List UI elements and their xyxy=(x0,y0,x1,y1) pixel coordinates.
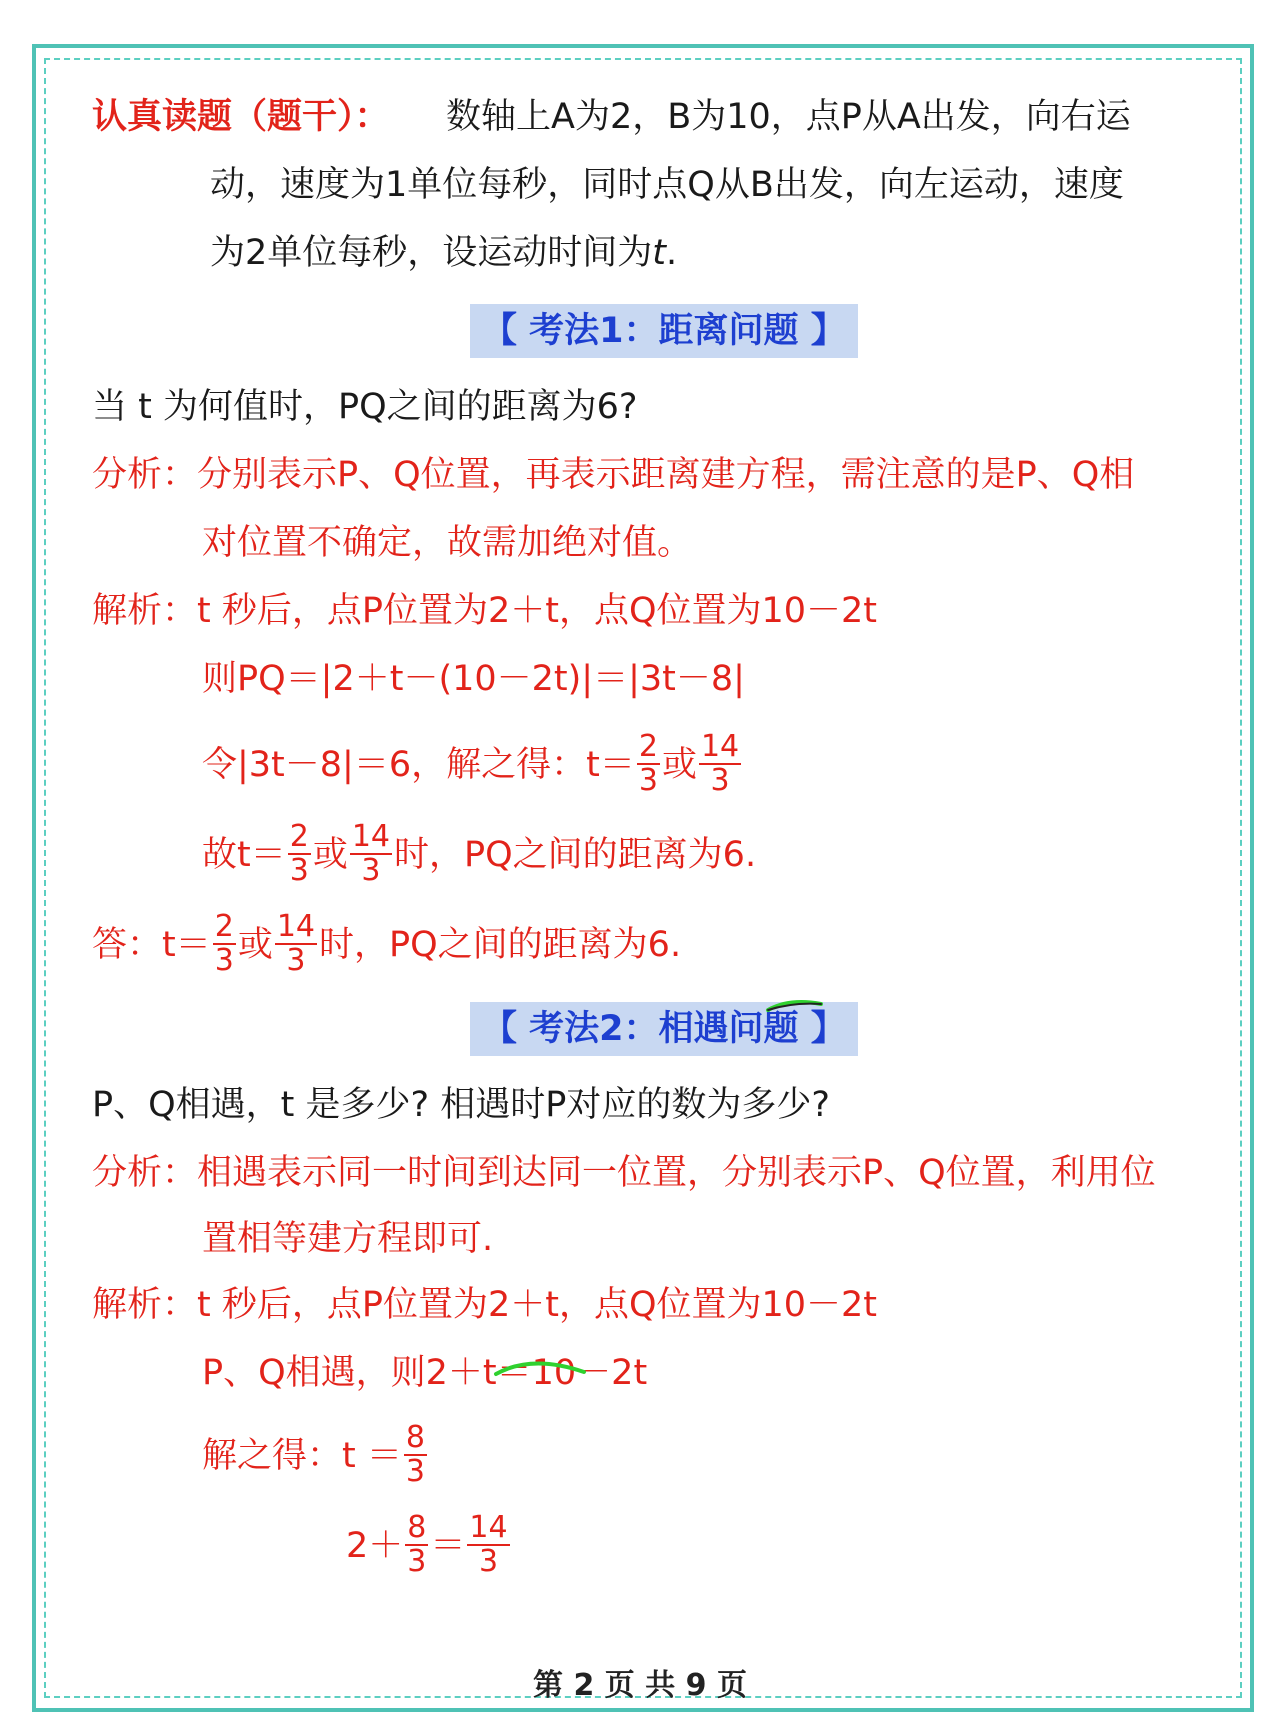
fraction-numerator: 8 xyxy=(407,1510,427,1545)
fraction-two-thirds xyxy=(637,731,660,797)
fraction-numerator: 2 xyxy=(638,729,658,764)
method1-solution-line-1: 解析：t 秒后，点P位置为2＋t，点Q位置为10－2t xyxy=(92,591,878,631)
method2-solution-line-4 xyxy=(346,1510,512,1580)
or-text: 或 xyxy=(312,835,348,875)
fraction-two-thirds xyxy=(288,821,311,887)
method1-analysis-line-1: 分析：分别表示P、Q位置，再表示距离建方程，需注意的是P、Q相 xyxy=(92,455,1135,495)
problem-line-1: 数轴上A为2，B为10，点P从A出发，向右运 xyxy=(446,97,1131,137)
method2-banner: 【 考法2：相遇问题 】 xyxy=(470,1002,858,1056)
problem-line-3 xyxy=(210,230,677,276)
fraction-denominator: 3 xyxy=(710,763,730,798)
fraction-numerator: 14 xyxy=(351,819,391,854)
method2-solution-line-1: 解析：t 秒后，点P位置为2＋t，点Q位置为10－2t xyxy=(92,1285,878,1325)
method1-solution-line-3 xyxy=(202,729,743,799)
fraction-denominator: 3 xyxy=(638,763,658,798)
or-text: 或 xyxy=(661,745,697,785)
method2-solution-line-4-prefix: 2＋ xyxy=(346,1526,404,1566)
method2-solution-line-3-prefix: 解之得：t ＝ xyxy=(202,1436,402,1476)
highlight-underline-mark xyxy=(492,1346,592,1380)
fraction-denominator: 3 xyxy=(286,943,306,978)
problem-line-3-end: . xyxy=(666,233,678,273)
fraction-fourteen-thirds xyxy=(699,731,741,797)
method2-solution-line-2: P、Q相遇，则2＋t＝10－2t xyxy=(202,1353,648,1393)
method2-solution-line-3 xyxy=(202,1420,429,1490)
fraction-numerator: 14 xyxy=(469,1510,508,1545)
method1-answer-suffix: 时，PQ之间的距离为6. xyxy=(319,925,682,965)
method1-analysis-line-2: 对位置不确定，故需加绝对值。 xyxy=(202,523,693,563)
method1-solution-line-4-suffix: 时，PQ之间的距离为6. xyxy=(394,835,757,875)
highlight-stroke-mark xyxy=(765,998,825,1020)
problem-line-3-text: 为2单位每秒，设运动时间为 xyxy=(210,233,653,273)
fraction-numerator: 2 xyxy=(289,819,309,854)
method2-analysis-line-1: 分析：相遇表示同一时间到达同一位置，分别表示P、Q位置，利用位 xyxy=(92,1153,1156,1193)
fraction-denominator: 3 xyxy=(361,853,381,888)
method1-solution-line-4-prefix: 故t＝ xyxy=(202,835,286,875)
fraction-eight-thirds xyxy=(405,1512,428,1578)
fraction-two-thirds xyxy=(213,911,236,977)
problem-line-2: 动，速度为1单位每秒，同时点Q从B出发，向左运动，速度 xyxy=(210,165,1124,205)
fraction-numerator: 8 xyxy=(405,1420,425,1455)
equals-sign: ＝ xyxy=(430,1526,466,1566)
method1-solution-line-4 xyxy=(202,819,757,889)
fraction-fourteen-thirds xyxy=(350,821,392,887)
method1-answer-prefix: 答：t＝ xyxy=(92,925,211,965)
fraction-numerator: 14 xyxy=(276,909,316,944)
method1-solution-line-2: 则PQ＝|2＋t－(10－2t)|＝|3t－8| xyxy=(202,659,745,699)
fraction-fourteen-thirds xyxy=(275,911,317,977)
fraction-denominator: 3 xyxy=(407,1544,427,1579)
fraction-denominator: 3 xyxy=(405,1454,425,1489)
method1-answer xyxy=(92,909,682,979)
fraction-fourteen-thirds xyxy=(467,1512,509,1578)
method1-banner: 【 考法1：距离问题 】 xyxy=(470,304,858,358)
method2-analysis-line-2: 置相等建方程即可. xyxy=(202,1219,494,1259)
fraction-denominator: 3 xyxy=(478,1544,499,1579)
page-number-footer: 第 2 页 共 9 页 xyxy=(533,1668,747,1703)
fraction-denominator: 3 xyxy=(289,853,309,888)
or-text: 或 xyxy=(237,925,273,965)
fraction-numerator: 14 xyxy=(700,729,740,764)
fraction-eight-thirds xyxy=(404,1422,427,1488)
method1-solution-line-3-prefix: 令|3t－8|＝6，解之得：t＝ xyxy=(202,745,635,785)
problem-label: 认真读题（题干）： xyxy=(92,97,390,137)
method2-question: P、Q相遇，t 是多少? 相遇时P对应的数为多少? xyxy=(92,1085,830,1125)
method1-question: 当 t 为何值时，PQ之间的距离为6? xyxy=(92,387,638,427)
fraction-denominator: 3 xyxy=(214,943,234,978)
problem-var-t: t xyxy=(652,233,667,273)
fraction-numerator: 2 xyxy=(214,909,234,944)
